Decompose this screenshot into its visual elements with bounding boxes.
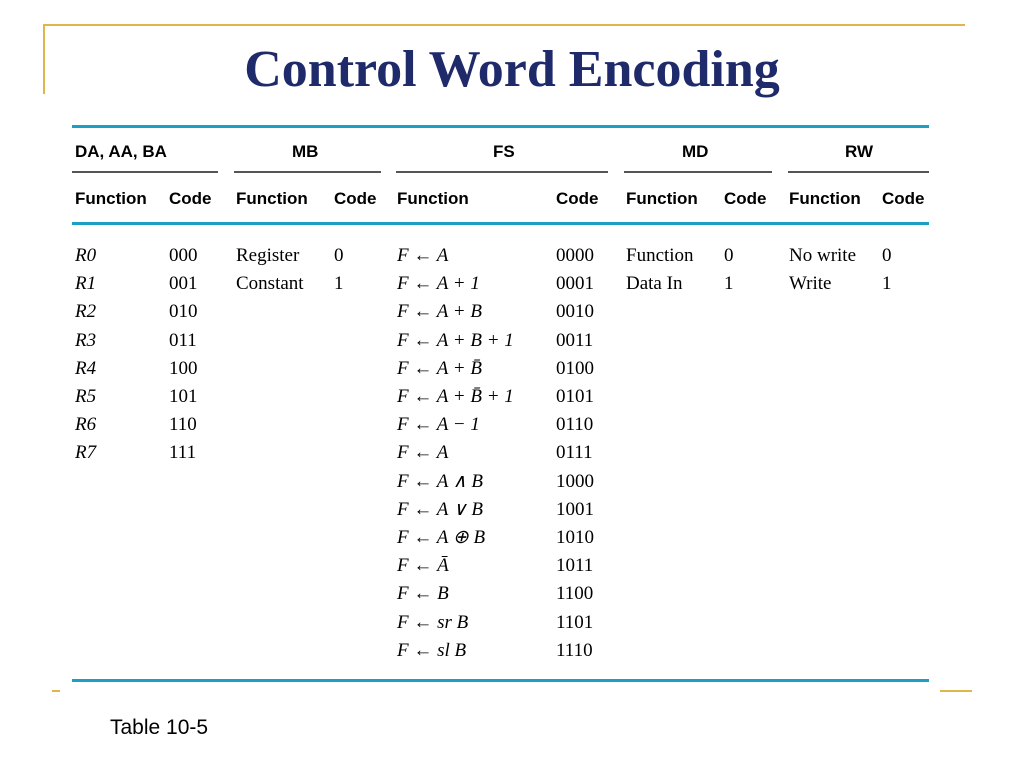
table-header-rule [72, 222, 929, 225]
table-cell: 0110 [556, 414, 594, 436]
table-cell: F ← A ∧ B [397, 470, 484, 492]
subheader-code: Code [334, 189, 377, 208]
md-code-column [724, 242, 734, 298]
subheader-code: Code [556, 189, 599, 208]
table-bottom-rule [72, 679, 929, 682]
table-cell: 0100 [556, 357, 594, 379]
table-cell: 000 [169, 245, 198, 266]
table-cell: R7 [75, 442, 97, 464]
table-cell: F ← A + 1 [397, 273, 480, 295]
table-cell: 1110 [556, 639, 593, 661]
table-cell: 0101 [556, 386, 594, 408]
table-top-rule [72, 125, 929, 128]
table-cell: Function [626, 245, 694, 266]
rw-code-column [882, 242, 892, 298]
table-cell: 100 [169, 357, 198, 379]
subheader-function: Function [789, 189, 861, 208]
table-cell: Register [236, 245, 300, 266]
header-md-underline [624, 171, 772, 173]
table-cell: F ← A − 1 [397, 414, 480, 436]
table-cell: R0 [75, 245, 97, 266]
header-rw: RW [845, 142, 874, 161]
table-cell: Write [789, 273, 832, 295]
table-cell: 101 [169, 386, 198, 408]
table-cell: 0011 [556, 329, 594, 351]
table-cell: R4 [75, 357, 97, 379]
table-cell: R5 [75, 386, 97, 408]
subheader-code: Code [169, 189, 212, 208]
table-cell: F ← A + B + 1 [397, 329, 514, 351]
header-mb-underline [234, 171, 381, 173]
header-dab: DA, AA, BA [75, 142, 167, 161]
table-cell: 1 [724, 273, 734, 295]
slide-frame-top [43, 24, 965, 26]
table-cell: 1010 [556, 527, 594, 549]
table-cell: 1000 [556, 470, 594, 492]
table-cell: F ← A [397, 245, 449, 266]
mb-function-column [236, 242, 304, 298]
table-cell: 0 [724, 245, 734, 266]
table-cell: 0001 [556, 273, 594, 295]
subheader-code: Code [724, 189, 767, 208]
table-cell: 1101 [556, 611, 594, 633]
page-title: Control Word Encoding [244, 41, 780, 98]
header-mb: MB [292, 142, 319, 161]
table-cell: R3 [75, 329, 97, 351]
table-cell: 1 [334, 273, 344, 295]
table-cell: 1001 [556, 498, 594, 520]
fs-code-column [556, 242, 594, 665]
table-cell: 0111 [556, 442, 593, 464]
slide-frame-bottom-left [52, 690, 60, 692]
table-cell: F ← sl B [397, 639, 467, 661]
dab-code-column [169, 242, 198, 468]
table-cell: 111 [169, 442, 197, 464]
header-fs-underline [396, 171, 608, 173]
table-cell: R1 [75, 273, 97, 295]
table-cell: 110 [169, 414, 197, 436]
table-cell: R2 [75, 301, 97, 323]
table-caption: Table 10-5 [110, 716, 209, 739]
rw-function-column [789, 242, 856, 298]
table-cell: F ← A [397, 442, 449, 464]
table-cell: F ← B [397, 583, 449, 605]
table-cell: 1100 [556, 583, 594, 605]
table-cell: Constant [236, 273, 304, 295]
table-cell: F ← A + B [397, 301, 482, 323]
table-cell: 0010 [556, 301, 594, 323]
header-rw-underline [788, 171, 929, 173]
table-cell: 0 [334, 245, 344, 266]
subheader-function: Function [626, 189, 698, 208]
subheader-code: Code [882, 189, 925, 208]
table-cell: 1 [882, 273, 892, 295]
dab-function-column [75, 242, 96, 468]
mb-code-column [334, 242, 344, 298]
table-cell: 1011 [556, 555, 594, 577]
table-cell: 001 [169, 273, 198, 295]
table-cell: F ← A ∨ B [397, 498, 484, 520]
table-cell: F ← Ā [397, 555, 449, 577]
fs-function-column [397, 242, 514, 665]
subheader-function: Function [236, 189, 308, 208]
table-cell: 0 [882, 245, 892, 266]
table-cell: R6 [75, 414, 97, 436]
header-dab-underline [72, 171, 218, 173]
table-cell: 011 [169, 329, 197, 351]
table-cell: 0000 [556, 245, 594, 266]
header-md: MD [682, 142, 709, 161]
table-cell: No write [789, 245, 857, 266]
table-cell: F ← A + B̄ [397, 357, 482, 379]
md-function-column [626, 242, 694, 298]
header-fs: FS [493, 142, 515, 161]
table-cell: F ← sr B [397, 611, 469, 633]
table-cell: Data In [626, 273, 683, 295]
subheader-function: Function [397, 189, 469, 208]
table-cell: 010 [169, 301, 198, 323]
table-cell: F ← A + B̄ + 1 [397, 386, 514, 408]
table-cell: F ← A ⊕ B [397, 527, 486, 549]
subheader-function: Function [75, 189, 147, 208]
slide-frame-bottom-right [940, 690, 972, 692]
